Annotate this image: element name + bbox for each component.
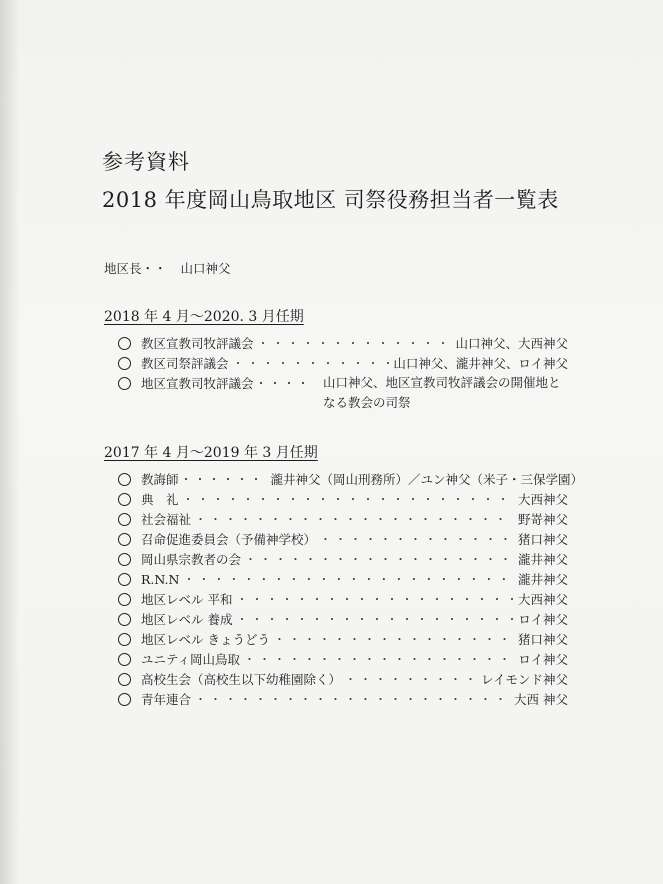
leader-dots <box>320 531 514 547</box>
circle-bullet-icon <box>118 493 131 506</box>
assignee: 野嵜神父 <box>517 512 568 527</box>
circle-bullet-icon <box>118 593 131 606</box>
leader-dots <box>258 335 452 351</box>
circle-bullet-icon <box>118 633 131 646</box>
assignee: ロイ神父 <box>518 612 568 627</box>
role-label: 岡山県宗教者の会 <box>141 552 242 567</box>
circle-bullet-icon <box>118 653 131 666</box>
role-label: ユニティ岡山鳥取 <box>141 652 241 667</box>
leader-dots: ・・・・・・ <box>180 473 265 486</box>
assignee: 猪口神父 <box>517 532 568 547</box>
leader-dots <box>274 631 514 647</box>
assignee: 大西 神父 <box>514 692 568 707</box>
circle-bullet-icon <box>118 553 131 566</box>
role-label: 典 礼 <box>141 492 179 507</box>
list-item <box>118 589 568 609</box>
leader-dots <box>233 355 390 371</box>
role-label: 高校生会（高校生以下幼稚園除く） <box>141 672 342 687</box>
assignee: 瀧井神父 <box>517 572 568 587</box>
assignee: 瀧井神父 <box>517 552 568 567</box>
list-item <box>118 689 568 709</box>
circle-bullet-icon <box>118 377 131 390</box>
list-item <box>118 649 568 669</box>
district-chief <box>104 259 231 277</box>
document-title: 2018 年度岡山鳥取地区 司祭役務担当者一覧表 <box>102 188 559 212</box>
leader-dots <box>236 591 514 607</box>
leader-dots: ・・・・ <box>255 377 312 390</box>
leader-dots <box>183 491 514 507</box>
section-heading-term-2018: 2018 年 4 月～2020. 3 月任期 <box>104 309 304 325</box>
assignee: 山口神父、瀧井神父、ロイ神父 <box>393 356 568 371</box>
leader-dots <box>345 671 477 687</box>
circle-bullet-icon <box>118 473 131 486</box>
assignee: 瀧井神父（岡山刑務所）／ユン神父（米子・三保学園） <box>270 472 584 487</box>
role-label: 地区宣教司牧評議会 <box>141 376 254 391</box>
circle-bullet-icon <box>118 613 131 626</box>
list-item <box>118 549 568 569</box>
circle-bullet-icon <box>118 693 131 706</box>
circle-bullet-icon <box>118 513 131 526</box>
section-heading-term-2017: 2017 年 4 月～2019 年 3 月任期 <box>104 445 318 461</box>
list-item <box>118 489 568 509</box>
assignee: ロイ神父 <box>518 652 568 667</box>
circle-bullet-icon <box>118 673 131 686</box>
role-label: 地区レベル 養成 <box>141 612 233 627</box>
role-label: 青年連合 <box>141 692 192 707</box>
list-item <box>118 529 568 549</box>
role-label: 教誨師 <box>141 472 179 487</box>
district-chief-label: 地区長・・ <box>104 261 167 276</box>
role-label: 地区レベル きょうどう <box>141 632 270 647</box>
list-item <box>118 669 568 689</box>
assignee: レイモンド神父 <box>481 672 568 687</box>
list-item <box>118 509 568 529</box>
assignee: 大西神父 <box>517 492 568 507</box>
leader-dots <box>245 551 514 567</box>
leader-dots <box>236 611 514 627</box>
list-item <box>118 569 568 589</box>
leader-dots <box>183 571 514 587</box>
leader-dots <box>195 691 510 707</box>
assignee-wrapped: 山口神父、地区宣教司牧評議会の開催地となる教会の司祭 <box>323 375 561 410</box>
role-label: 社会福祉 <box>141 512 192 527</box>
district-chief-name: 山口神父 <box>180 261 231 276</box>
assignee: 猪口神父 <box>517 632 568 647</box>
document-kicker: 参考資料 <box>102 150 190 174</box>
circle-bullet-icon <box>118 573 131 586</box>
list-item <box>118 609 568 629</box>
circle-bullet-icon <box>118 357 131 370</box>
leader-dots <box>195 511 514 527</box>
role-label: 地区レベル 平和 <box>141 592 233 607</box>
role-label: 教区宣教司牧評議会 <box>141 336 254 351</box>
list-item <box>118 629 568 649</box>
role-label: 教区司祭評議会 <box>141 356 229 371</box>
list-item <box>118 333 568 353</box>
role-label: R.N.N <box>141 571 180 587</box>
assignee: 大西神父 <box>517 592 568 607</box>
circle-bullet-icon <box>118 337 131 350</box>
assignee: 山口神父、大西神父 <box>455 336 568 351</box>
list-item <box>118 353 568 373</box>
list-item <box>118 373 318 393</box>
page-edge-shadow <box>0 0 20 884</box>
circle-bullet-icon <box>118 533 131 546</box>
role-label: 召命促進委員会（予備神学校） <box>141 532 317 547</box>
list-item <box>118 469 584 489</box>
leader-dots <box>244 651 514 667</box>
